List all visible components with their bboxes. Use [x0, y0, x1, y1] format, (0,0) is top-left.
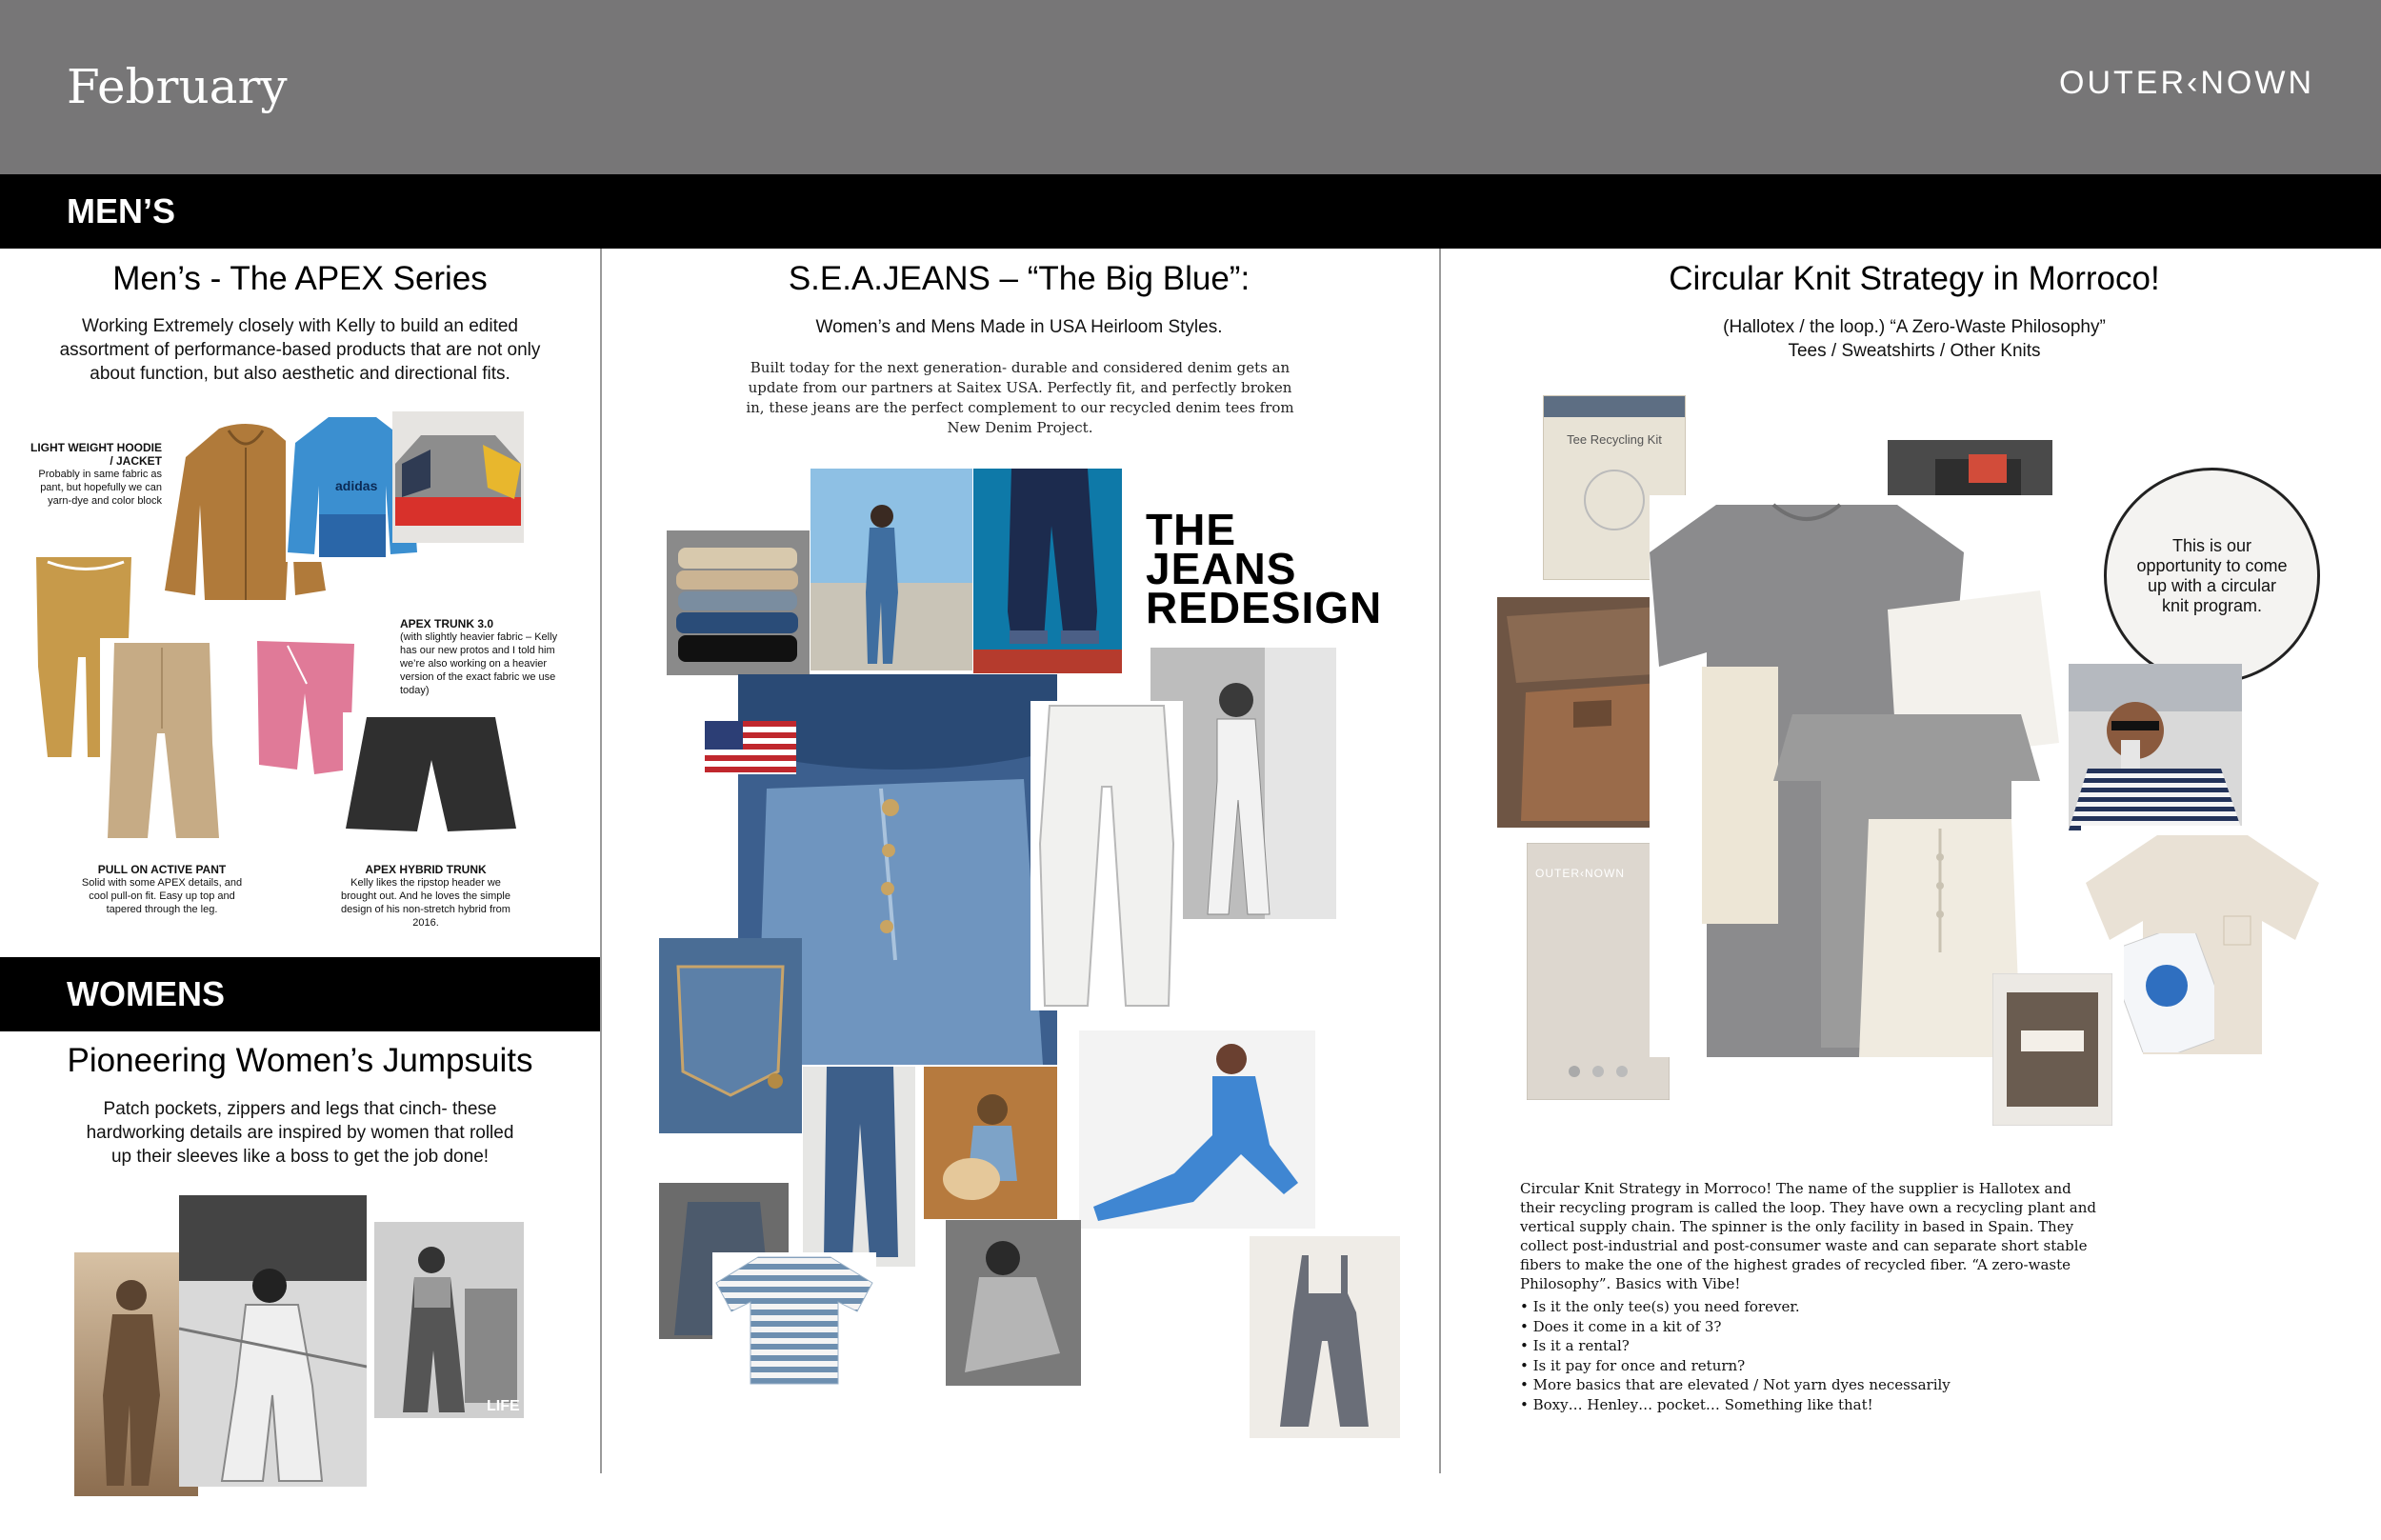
- jeans-redesign-line-2: JEANS: [1146, 544, 1297, 593]
- vintage-jumpsuit-photo-3: [374, 1222, 524, 1418]
- apex-hybrid-trunk-image: [343, 712, 519, 836]
- pant-caption-title: PULL ON ACTIVE PANT: [97, 863, 227, 876]
- knit-question-item: • Boxy… Henley… pocket… Something like that!: [1520, 1395, 1873, 1413]
- circular-program-callout-text: This is our opportunity to come up with a circular knit program.: [2136, 535, 2288, 615]
- womens-section-label: WOMENS: [67, 974, 225, 1013]
- striped-tee-image: [712, 1252, 876, 1389]
- folded-denim-stack-image: [667, 530, 810, 675]
- pant-caption: [81, 863, 243, 916]
- pull-on-pant-khaki-image: [100, 638, 224, 843]
- trunk-caption-title: APEX TRUNK 3.0: [400, 617, 494, 630]
- circular-program-callout: [2104, 468, 2320, 684]
- knit-subtitle-1: (Hallotex / the loop.) “A Zero-Waste Philosophy”: [1723, 317, 2106, 337]
- mens-section-bar: [0, 174, 2381, 249]
- man-drinking-striped-shirt-photo: [2069, 664, 2242, 830]
- rooftop-denim-photo: [810, 469, 972, 670]
- knit-question-item: • Does it come in a kit of 3?: [1520, 1317, 1722, 1335]
- womens-section-bar: [0, 957, 600, 1031]
- hoodie-caption-text: Probably in same fabric as pant, but hopefully we can yarn-dye and color block: [38, 469, 162, 507]
- woman-with-guitar-photo: [924, 1067, 1057, 1219]
- jeans-redesign-line-1: THE: [1146, 505, 1236, 554]
- jeans-redesign-line-3: REDESIGN: [1146, 583, 1383, 632]
- american-flag-patch: [705, 721, 796, 774]
- brown-tees-photo: [1497, 597, 1672, 828]
- knit-question-item: • More basics that are elevated / Not yarn dyes necessarily: [1520, 1376, 1951, 1393]
- column-divider-right: [1439, 249, 1441, 1473]
- jeans-subtitle: Women’s and Mens Made in USA Heirloom Styles.: [815, 317, 1223, 337]
- hybrid-caption-text: Kelly likes the ripstop header we brought out. And he loves the simple design of his non-stretch hybrid from 2016.: [341, 877, 510, 929]
- pant-caption-text: Solid with some APEX details, and cool pull-on fit. Easy up top and tapered through the leg.: [81, 877, 243, 915]
- trunk-caption-text: (with slightly heavier fabric – Kelly has our new protos and I told him we’re also working on a heavier version of the exact fabric we use today): [400, 631, 558, 696]
- knit-question-item: • Is it the only tee(s) you need forever.: [1520, 1298, 1800, 1315]
- mens-section-label: MEN’S: [67, 191, 176, 230]
- outerknown-package: [1527, 843, 1670, 1100]
- knit-question-item: • Is it pay for once and return?: [1520, 1356, 1746, 1374]
- blue-jumpsuit-model-photo: [1079, 1030, 1315, 1229]
- jumpsuits-description: Patch pockets, zippers and legs that cinch- these hardworking details are inspired by women that rolled up their sleeves like a boss to get the job done!: [86, 1099, 514, 1167]
- knit-question-item: • Is it a rental?: [1520, 1337, 1630, 1354]
- grey-overalls-image: [1250, 1236, 1400, 1438]
- stereotype-tee-pack: [1992, 973, 2112, 1126]
- trunk-caption: [400, 617, 570, 697]
- hoodie-caption-title: LIGHT WEIGHT HOODIE / JACKET: [30, 441, 162, 468]
- denim-back-pocket-photo: [659, 938, 802, 1133]
- apex-description: Working Extremely closely with Kelly to build an edited assortment of performance-based products that are not only about function, but also aesthetic and directional fits.: [59, 316, 541, 384]
- hybrid-caption-title: APEX HYBRID TRUNK: [365, 863, 487, 876]
- knit-title: Circular Knit Strategy in Morroco!: [1669, 260, 2160, 297]
- month-title: February: [67, 59, 288, 114]
- cuffed-jeans-photo: [973, 469, 1122, 673]
- page-header: [0, 0, 2381, 174]
- bw-denim-seated-photo: [946, 1220, 1081, 1386]
- jumpsuits-title: Pioneering Women’s Jumpsuits: [67, 1042, 533, 1079]
- knit-description: Circular Knit Strategy in Morroco! The name of the supplier is Hallotex and their recycling program is called the loop. They have own a recycling plant and vertical supply chain. The spinner is the only facility in based in Spain. They collect post-industrial and post-consumer waste and can separate short stable fibers to make the one of the highest grades of recycled fiber. “A zero-waste Philosophy”. Basics with Vibe!: [1520, 1180, 2097, 1292]
- vintage-jumpsuit-photo-2: [179, 1195, 367, 1487]
- tee-recycling-kit-label: Tee Recycling Kit: [1567, 432, 1662, 447]
- colorblock-sweater-image: [392, 411, 524, 543]
- column-divider-left: [600, 249, 602, 1473]
- svg-text:adidas: adidas: [335, 478, 378, 493]
- jeans-title: S.E.A.JEANS – “The Big Blue”:: [788, 260, 1251, 297]
- jeans-description: Built today for the next generation- durable and considered denim gets an update from our partners at Saitex USA. Perfectly fit, and perfectly broken in, these jeans are the perfect complement to our recycled denim tees from New Denim Project.: [746, 359, 1294, 436]
- knit-subtitle-2: Tees / Sweatshirts / Other Knits: [1788, 341, 2041, 361]
- apex-title: Men’s - The APEX Series: [112, 260, 488, 297]
- hoodie-caption: [29, 441, 162, 508]
- knit-questions-list: [1520, 1297, 2111, 1414]
- hybrid-caption: [335, 863, 516, 930]
- outerknown-package-label: OUTER‹NOWN: [1535, 867, 1625, 880]
- jeans-redesign-title: [1146, 505, 1393, 632]
- white-jeans-product-image: [1030, 701, 1183, 1010]
- blue-tee-pack: [2124, 933, 2214, 1052]
- svg-text:LIFE: LIFE: [487, 1398, 520, 1414]
- brand-logo: OUTER‹NOWN: [2059, 65, 2314, 101]
- straight-jeans-legs-photo: [803, 1067, 915, 1267]
